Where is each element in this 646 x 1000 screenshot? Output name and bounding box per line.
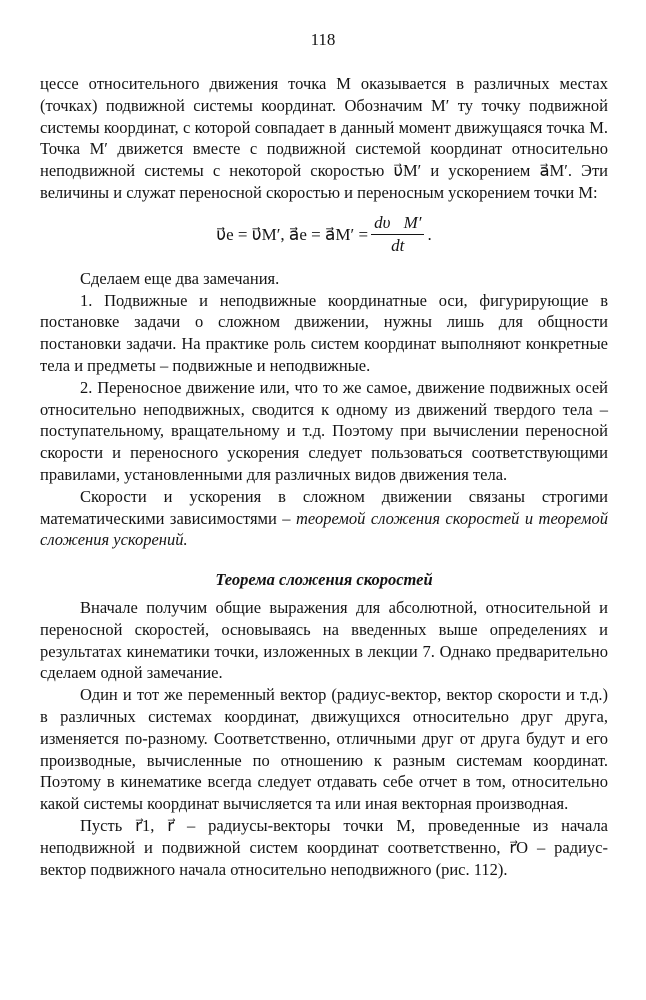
theorems-text: Скорости и ускорения в сложном движении связаны строгими математическими зависимостями – xyxy=(40,486,608,528)
formula-lhs: υ⃗e = υ⃗M′, a⃗e = a⃗M′ = xyxy=(216,224,369,244)
theorems-paragraph xyxy=(40,486,608,551)
remark-2: 2. Переносное движение или, что то же самое, движение подвижных осей относительно неподвижных, сводится к одному из движений твердого тела – поступательному, вращательному и т.д. Поэтому при вычислении переносной скорости и переносного ускорения следует пользоваться соответствующими правилами, установленными для различных видов движения тела. xyxy=(40,377,608,484)
transport-velocity-formula xyxy=(40,206,608,264)
fraction-numerator: dυ⃗M′ xyxy=(371,213,424,235)
fraction-denominator: dt xyxy=(391,236,405,256)
page-number: 118 xyxy=(310,30,336,49)
remarks-intro: Сделаем еще два замечания. xyxy=(80,268,280,288)
section-paragraph-1: Вначале получим общие выражения для абсолютной, относительной и переносной скоростей, основываясь на введенных выше определениях и результатах кинематики точки, изложенных в лекции 7. Однако предварительно сделаем одной замечание. xyxy=(40,597,608,683)
section-paragraph-2: Один и тот же переменный вектор (радиус-вектор, вектор скорости и т.д.) в различных системах координат, движущихся относительно друг друга, изменяется по-разному. Соответственно, отличными друг от друга будут и его производные, вычисленные по отношению к разным системам координат. Поэтому в кинематике всегда следует отдавать себе отчет в том, относительно какой системы координат вычисляется та или иная векторная производная. xyxy=(40,685,608,814)
formula-period: . xyxy=(427,224,432,244)
page-body xyxy=(40,73,608,880)
remark-1: 1. Подвижные и неподвижные координатные оси, фигурирующие в постановке задачи о сложном движении, нужны лишь для общности постановки задачи. На практике роль систем координат выполняют конкретные тела и предметы – подвижные и неподвижные. xyxy=(40,290,608,375)
paragraph: цессе относительного движения точка M оказывается в различных местах (точках) подвижной системы координат. Обозначим M′ ту точку подвижной системы координат, с которой совпадает в данный момент движущаяся точка M. Точка M′ движется вместе с подвижной системой координат относительно неподвижной системы с некоторой скоростью υ⃗M′ и ускорением a⃗M′. Эти величины и служат переносной скоростью и переносным ускорением точки M: xyxy=(40,74,608,202)
derivative-fraction xyxy=(371,213,424,256)
theorems-italic: теоремой сложения скоростей и теоремой сложения ускорений. xyxy=(40,508,608,550)
section-paragraph-3: Пусть r⃗1, r⃗ – радиусы-векторы точки M, проведенные из начала неподвижной и подвижной систем координат соответственно, r⃗O – радиус-вектор подвижного начала относительно неподвижного (рис. 112). xyxy=(40,815,608,879)
section-heading: Теорема сложения скоростей xyxy=(215,570,433,590)
